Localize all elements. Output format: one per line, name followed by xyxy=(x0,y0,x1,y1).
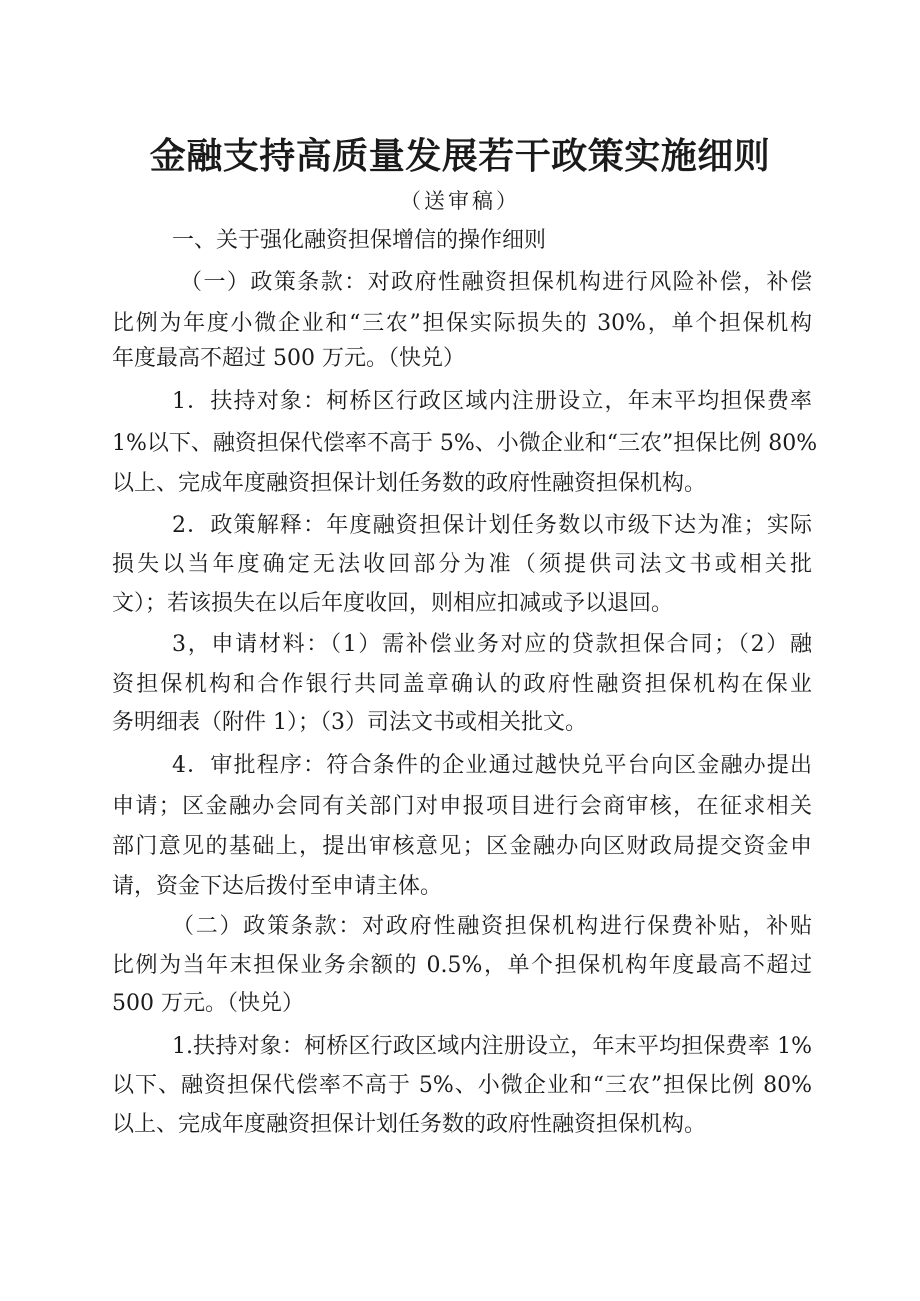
paragraph-line: 以上、完成年度融资担保计划任务数的政府性融资担保机构。 xyxy=(112,1112,707,1137)
section-heading: 一、关于强化融资担保增信的操作细则 xyxy=(172,228,547,253)
paragraph-line: 1%以下、融资担保代偿率不高于 5%、小微企业和“三农”担保比例 80% xyxy=(112,431,818,456)
paragraph-line: 务明细表（附件 1）；（3）司法文书或相关批文。 xyxy=(112,710,587,735)
paragraph-line: 以下、融资担保代偿率不高于 5%、小微企业和“三农”担保比例 80% xyxy=(112,1073,812,1098)
paragraph-line: 3，申请材料：（1）需补偿业务对应的贷款担保合同；（2）融 xyxy=(172,632,812,657)
paragraph-line: 部门意见的基础上，提出审核意见；区金融办向区财政局提交资金申 xyxy=(112,834,812,859)
paragraph-line: 资担保机构和合作银行共同盖章确认的政府性融资担保机构在保业 xyxy=(112,672,812,697)
paragraph-line: 申请；区金融办会同有关部门对申报项目进行会商审核，在征求相关 xyxy=(112,794,812,819)
document-subtitle: （送审稿） xyxy=(400,189,520,213)
document-title: 金融支持高质量发展若干政策实施细则 xyxy=(149,136,771,177)
paragraph-line: 损失以当年度确定无法收回部分为准（须提供司法文书或相关批 xyxy=(112,552,812,577)
paragraph-line: 1.扶持对象：柯桥区行政区域内注册设立，年末平均担保费率 1% xyxy=(172,1034,812,1059)
paragraph-line: 比例为当年末担保业务余额的 0.5%，单个担保机构年度最高不超过 xyxy=(112,953,812,978)
paragraph-line: （一）政策条款：对政府性融资担保机构进行风险补偿，补偿 xyxy=(180,270,812,295)
paragraph-line: 年度最高不超过 500 万元。（快兑） xyxy=(112,346,465,371)
paragraph-line: 比例为年度小微企业和“三农”担保实际损失的 30%，单个担保机构 xyxy=(112,311,812,336)
paragraph-line: 2．政策解释：年度融资担保计划任务数以市级下达为准；实际 xyxy=(172,513,812,538)
paragraph-line: （二）政策条款：对政府性融资担保机构进行保费补贴，补贴 xyxy=(172,914,812,939)
paragraph-line: 4．审批程序：符合条件的企业通过越快兑平台向区金融办提出 xyxy=(172,753,812,778)
paragraph-line: 以上、完成年度融资担保计划任务数的政府性融资担保机构。 xyxy=(112,471,707,496)
paragraph-line: 文）；若该损失在以后年度收回，则相应扣减或予以退回。 xyxy=(112,591,674,616)
paragraph-line: 请，资金下达后拨付至申请主体。 xyxy=(112,874,443,899)
paragraph-line: 500 万元。（快兑） xyxy=(112,991,304,1016)
paragraph-line: 1．扶持对象：柯桥区行政区域内注册设立，年末平均担保费率 xyxy=(172,389,812,414)
